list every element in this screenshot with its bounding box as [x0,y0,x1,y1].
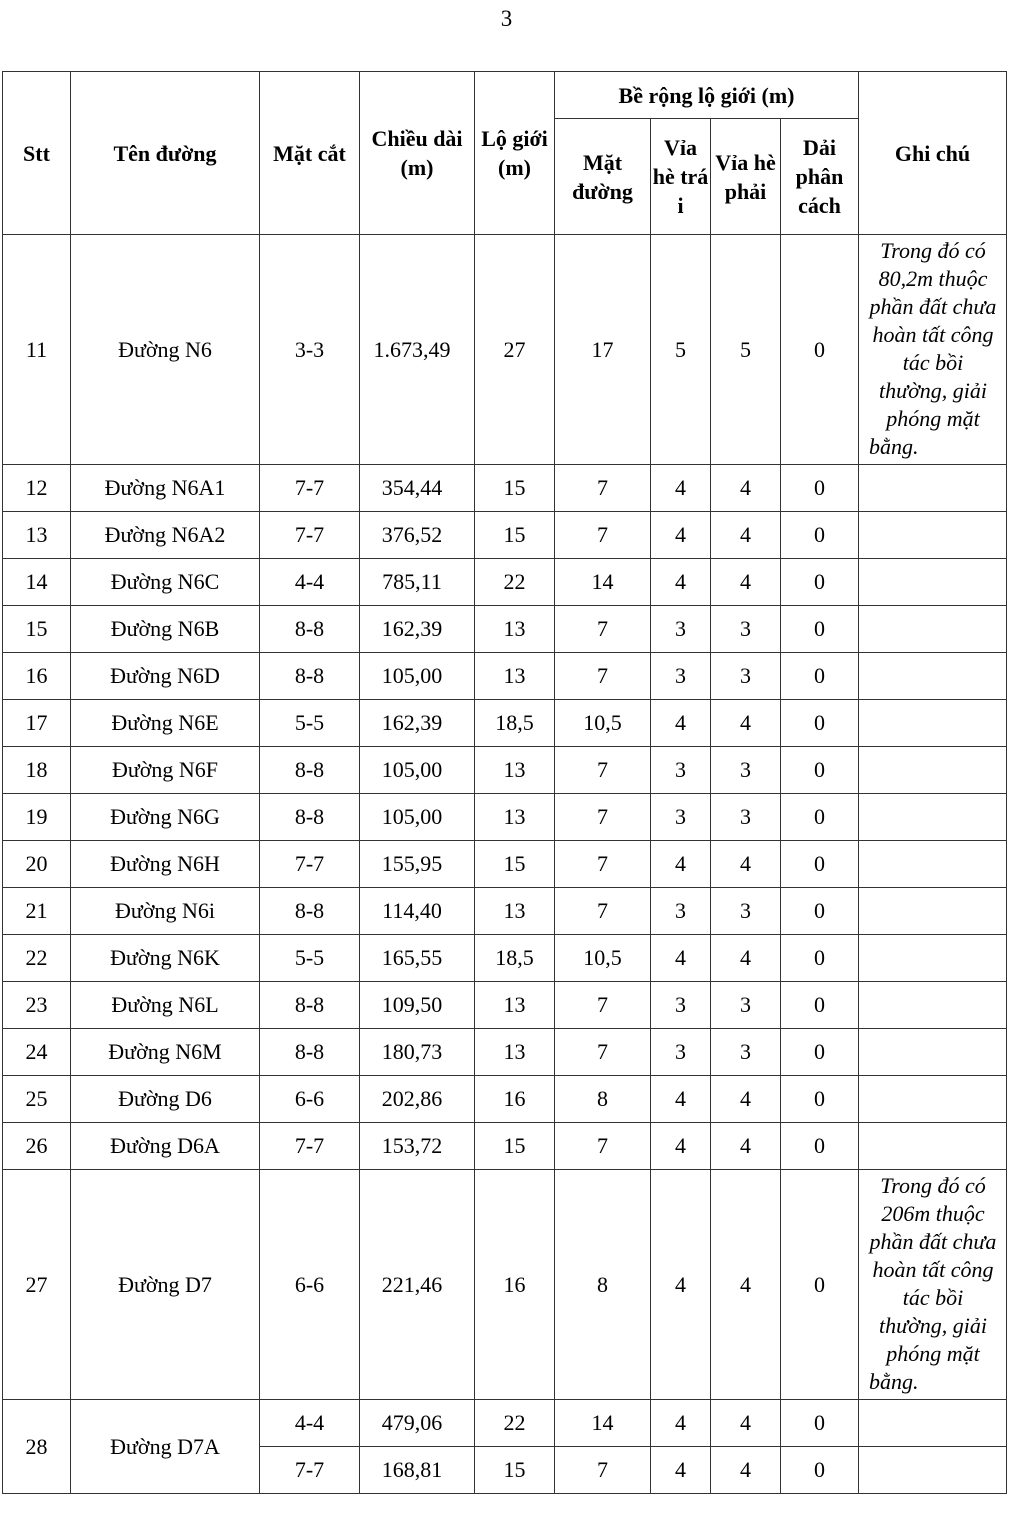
cell-stt: 23 [3,982,71,1029]
cell-length: 162,39 [360,606,475,653]
cell-row-width: 15 [475,512,555,559]
cell-row-width: 27 [475,235,555,465]
table-row [3,1170,1007,1400]
cell-right-sidewalk: 4 [711,1400,781,1447]
cell-median: 0 [781,606,859,653]
cell-road-name: Đường D7A [71,1400,260,1494]
cell-left-sidewalk: 4 [651,512,711,559]
cell-left-sidewalk: 4 [651,559,711,606]
cell-stt: 27 [3,1170,71,1400]
cell-median: 0 [781,1076,859,1123]
cell-section: 8-8 [260,1029,360,1076]
cell-right-sidewalk: 5 [711,235,781,465]
cell-right-sidewalk: 4 [711,512,781,559]
cell-section: 7-7 [260,1447,360,1494]
cell-median: 0 [781,794,859,841]
cell-median: 0 [781,982,859,1029]
header-note: Ghi chú [859,72,1007,235]
cell-note [859,1076,1007,1123]
cell-length: 165,55 [360,935,475,982]
cell-row-width: 13 [475,982,555,1029]
table-row [3,235,1007,465]
cell-stt: 24 [3,1029,71,1076]
cell-note [859,512,1007,559]
page-number: 3 [500,6,513,31]
cell-row-width: 18,5 [475,935,555,982]
cell-section: 8-8 [260,982,360,1029]
cell-right-sidewalk: 3 [711,606,781,653]
cell-surface: 10,5 [555,700,651,747]
cell-road-name: Đường N6L [71,982,260,1029]
cell-surface: 7 [555,1029,651,1076]
cell-right-sidewalk: 3 [711,1029,781,1076]
cell-surface: 7 [555,747,651,794]
header-stt: Stt [3,72,71,235]
cell-note [859,559,1007,606]
cell-median: 0 [781,747,859,794]
cell-road-name: Đường N6E [71,700,260,747]
table-row [3,935,1007,982]
cell-stt: 17 [3,700,71,747]
cell-stt: 22 [3,935,71,982]
cell-road-name: Đường N6D [71,653,260,700]
cell-surface: 7 [555,512,651,559]
cell-surface: 14 [555,559,651,606]
cell-left-sidewalk: 5 [651,235,711,465]
cell-stt: 18 [3,747,71,794]
cell-right-sidewalk: 4 [711,1123,781,1170]
cell-note [859,606,1007,653]
cell-row-width: 15 [475,465,555,512]
table-row [3,747,1007,794]
table-body [3,235,1007,1494]
cell-median: 0 [781,1123,859,1170]
cell-road-name: Đường N6H [71,841,260,888]
cell-length: 105,00 [360,747,475,794]
cell-row-width: 16 [475,1170,555,1400]
cell-row-width: 15 [475,1123,555,1170]
cell-stt: 28 [3,1400,71,1494]
table-row [3,653,1007,700]
cell-surface: 14 [555,1400,651,1447]
cell-left-sidewalk: 4 [651,1123,711,1170]
cell-left-sidewalk: 4 [651,841,711,888]
cell-stt: 21 [3,888,71,935]
cell-section: 7-7 [260,465,360,512]
cell-section: 5-5 [260,700,360,747]
cell-length: 354,44 [360,465,475,512]
cell-right-sidewalk: 4 [711,841,781,888]
cell-left-sidewalk: 4 [651,465,711,512]
cell-section: 6-6 [260,1076,360,1123]
cell-row-width: 18,5 [475,700,555,747]
table-row [3,888,1007,935]
cell-median: 0 [781,1170,859,1400]
cell-note [859,747,1007,794]
cell-right-sidewalk: 4 [711,465,781,512]
header-median: Dải phân cách [781,119,859,235]
cell-left-sidewalk: 3 [651,888,711,935]
cell-road-name: Đường N6F [71,747,260,794]
cell-note [859,700,1007,747]
cell-left-sidewalk: 3 [651,653,711,700]
header-left-sidewalk: Vỉa hè trá i [651,119,711,235]
cell-row-width: 22 [475,1400,555,1447]
cell-right-sidewalk: 4 [711,1076,781,1123]
cell-median: 0 [781,559,859,606]
cell-section: 8-8 [260,747,360,794]
cell-row-width: 13 [475,747,555,794]
cell-left-sidewalk: 3 [651,747,711,794]
cell-length: 162,39 [360,700,475,747]
cell-row-width: 13 [475,653,555,700]
cell-median: 0 [781,1400,859,1447]
cell-length: 221,46 [360,1170,475,1400]
cell-left-sidewalk: 3 [651,606,711,653]
cell-median: 0 [781,653,859,700]
cell-length: 109,50 [360,982,475,1029]
cell-surface: 10,5 [555,935,651,982]
cell-surface: 7 [555,888,651,935]
cell-length: 153,72 [360,1123,475,1170]
cell-left-sidewalk: 4 [651,1400,711,1447]
cell-note [859,982,1007,1029]
cell-stt: 15 [3,606,71,653]
cell-note [859,1123,1007,1170]
cell-section: 4-4 [260,559,360,606]
cell-right-sidewalk: 4 [711,935,781,982]
cell-length: 785,11 [360,559,475,606]
cell-road-name: Đường N6K [71,935,260,982]
cell-median: 0 [781,235,859,465]
cell-length: 105,00 [360,794,475,841]
cell-stt: 25 [3,1076,71,1123]
cell-section: 7-7 [260,1123,360,1170]
table-row [3,700,1007,747]
table-row [3,794,1007,841]
cell-note [859,1029,1007,1076]
cell-note [859,1400,1007,1447]
cell-row-width: 13 [475,606,555,653]
cell-right-sidewalk: 4 [711,700,781,747]
cell-left-sidewalk: 4 [651,1076,711,1123]
table-row [3,1123,1007,1170]
cell-road-name: Đường N6 [71,235,260,465]
cell-note [859,653,1007,700]
cell-row-width: 15 [475,841,555,888]
cell-surface: 7 [555,841,651,888]
cell-right-sidewalk: 3 [711,794,781,841]
cell-road-name: Đường N6G [71,794,260,841]
cell-section: 6-6 [260,1170,360,1400]
cell-left-sidewalk: 4 [651,1170,711,1400]
table-row [3,1029,1007,1076]
cell-surface: 8 [555,1170,651,1400]
cell-median: 0 [781,1447,859,1494]
cell-surface: 7 [555,982,651,1029]
header-row-width: Lộ giới (m) [475,72,555,235]
cell-surface: 7 [555,794,651,841]
cell-section: 4-4 [260,1400,360,1447]
cell-section: 8-8 [260,653,360,700]
cell-note [859,888,1007,935]
cell-road-name: Đường D7 [71,1170,260,1400]
cell-length: 1.673,49 [360,235,475,465]
cell-row-width: 13 [475,1029,555,1076]
cell-median: 0 [781,935,859,982]
cell-note [859,465,1007,512]
cell-surface: 17 [555,235,651,465]
cell-right-sidewalk: 4 [711,559,781,606]
table-row [3,465,1007,512]
cell-length: 202,86 [360,1076,475,1123]
cell-length: 105,00 [360,653,475,700]
cell-left-sidewalk: 3 [651,1029,711,1076]
cell-note: Trong đó có 206m thuộc phần đất chưa hoàn tất công tác bồi thường, giải phóng mặt bằng. [859,1170,1007,1400]
cell-road-name: Đường D6A [71,1123,260,1170]
cell-road-name: Đường N6A1 [71,465,260,512]
cell-section: 7-7 [260,512,360,559]
header-length: Chiều dài (m) [360,72,475,235]
cell-length: 168,81 [360,1447,475,1494]
cell-stt: 19 [3,794,71,841]
cell-median: 0 [781,465,859,512]
table-row [3,512,1007,559]
cell-row-width: 13 [475,888,555,935]
table-row [3,982,1007,1029]
cell-left-sidewalk: 3 [651,982,711,1029]
cell-section: 5-5 [260,935,360,982]
cell-stt: 13 [3,512,71,559]
cell-surface: 7 [555,1447,651,1494]
cell-note [859,841,1007,888]
cell-road-name: Đường N6M [71,1029,260,1076]
cell-median: 0 [781,700,859,747]
cell-surface: 7 [555,606,651,653]
table-row [3,559,1007,606]
header-surface: Mặt đường [555,119,651,235]
cell-right-sidewalk: 4 [711,1447,781,1494]
cell-stt: 12 [3,465,71,512]
cell-right-sidewalk: 4 [711,1170,781,1400]
cell-surface: 7 [555,653,651,700]
cell-length: 180,73 [360,1029,475,1076]
cell-row-width: 15 [475,1447,555,1494]
header-section: Mặt cắt [260,72,360,235]
header-road-name: Tên đường [71,72,260,235]
cell-length: 376,52 [360,512,475,559]
cell-right-sidewalk: 3 [711,747,781,794]
cell-stt: 14 [3,559,71,606]
cell-row-width: 16 [475,1076,555,1123]
cell-surface: 7 [555,465,651,512]
table-row [3,841,1007,888]
cell-surface: 7 [555,1123,651,1170]
cell-road-name: Đường N6i [71,888,260,935]
cell-median: 0 [781,888,859,935]
cell-section: 3-3 [260,235,360,465]
cell-median: 0 [781,841,859,888]
cell-note: Trong đó có 80,2m thuộc phần đất chưa hoàn tất công tác bồi thường, giải phóng mặt bằng. [859,235,1007,465]
cell-row-width: 22 [475,559,555,606]
cell-note [859,1447,1007,1494]
cell-note [859,935,1007,982]
cell-median: 0 [781,1029,859,1076]
cell-note [859,794,1007,841]
cell-right-sidewalk: 3 [711,982,781,1029]
cell-road-name: Đường N6A2 [71,512,260,559]
cell-left-sidewalk: 4 [651,1447,711,1494]
cell-road-name: Đường D6 [71,1076,260,1123]
cell-left-sidewalk: 3 [651,794,711,841]
header-right-sidewalk: Vỉa hè phải [711,119,781,235]
cell-left-sidewalk: 4 [651,700,711,747]
cell-section: 8-8 [260,606,360,653]
cell-length: 155,95 [360,841,475,888]
table-row [3,1076,1007,1123]
cell-section: 8-8 [260,794,360,841]
cell-stt: 20 [3,841,71,888]
table-row [3,606,1007,653]
table-row [3,1400,1007,1447]
cell-stt: 11 [3,235,71,465]
cell-left-sidewalk: 4 [651,935,711,982]
cell-road-name: Đường N6C [71,559,260,606]
header-width-group: Bề rộng lộ giới (m) [555,72,859,119]
cell-stt: 16 [3,653,71,700]
cell-right-sidewalk: 3 [711,653,781,700]
cell-length: 479,06 [360,1400,475,1447]
cell-stt: 26 [3,1123,71,1170]
cell-section: 7-7 [260,841,360,888]
cell-surface: 8 [555,1076,651,1123]
cell-median: 0 [781,512,859,559]
road-table [2,71,1007,1494]
cell-section: 8-8 [260,888,360,935]
cell-right-sidewalk: 3 [711,888,781,935]
cell-road-name: Đường N6B [71,606,260,653]
cell-length: 114,40 [360,888,475,935]
cell-row-width: 13 [475,794,555,841]
